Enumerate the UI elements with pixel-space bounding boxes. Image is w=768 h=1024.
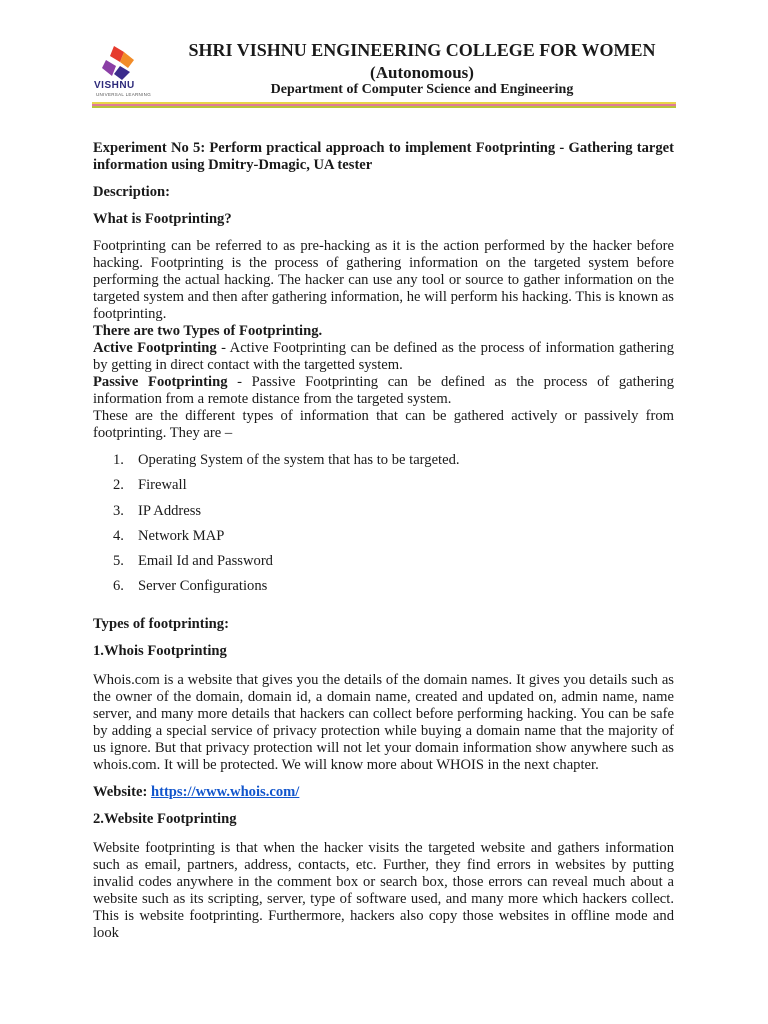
what-heading: What is Footprinting? (93, 211, 232, 227)
website-line (93, 784, 674, 801)
whois-heading: 1.Whois Footprinting (93, 643, 227, 660)
list-item: 5. Email Id and Password (113, 553, 273, 570)
active-text: - Active Footprinting can be defined as the process of information gathering by getting in direct contact with the targetted system. (93, 340, 674, 373)
intro-paragraph: Footprinting can be referred to as pre-hacking as it is the action performed by the hacker before hacking. Footprinting is the process of gathering information on the targeted system before performing the actual hacking. The hacker can use any tool or source to gather information on the targeted system and then after gathering information, he will perform his hacking. This is known as footprinting. (93, 238, 674, 322)
whois-link[interactable]: https://www.whois.com/ (150, 784, 300, 801)
list-item: 6. Server Configurations (113, 578, 268, 595)
info-types-intro: These are the different types of information that can be gathered actively or passively from footprinting. They are – (93, 408, 674, 441)
description-heading: Description: (93, 184, 171, 200)
website-footprinting-heading: 2.Website Footprinting (93, 811, 237, 828)
two-types-heading: There are two Types of Footprinting. (93, 323, 323, 339)
college-name: SHRI VISHNU ENGINEERING COLLEGE FOR WOMEN (188, 40, 656, 60)
website-footprinting-paragraph: Website footprinting is that when the hacker visits the targeted website and gathers information such as email, partners, address, contacts, etc. Further, they find errors in websites by putting invalid codes anywhere in the comment box or search box, those errors can reveal much about a website such as its scripting, server, type of software used, and many more which hackers collect. This is website footprinting. Furthermore, hackers also copy those websites in offline mode and look (93, 840, 674, 942)
logo-subtext: UNIVERSAL LEARNING (96, 92, 151, 97)
department-name: Department of Computer Science and Engineering (270, 82, 574, 97)
types-heading: Types of footprinting: (93, 616, 229, 633)
list-item: 2. Firewall (113, 477, 187, 494)
autonomous-label: (Autonomous) (370, 63, 474, 82)
list-item: 1. Operating System of the system that has to be targeted. (113, 452, 460, 468)
info-list (93, 452, 674, 595)
whois-paragraph: Whois.com is a website that gives you the details of the domain names. It gives you details such as the owner of the domain, domain id, a domain name, created and updated on, admin name, name server, and many more details that hackers can collect before performing hacking. You can be safe by adding a special service of privacy protection while buying a domain name that the majority of us ignore. But that privacy protection will not let your domain information show anywhere such as whois.com. It will be protected. We will know more about WHOIS in the next chapter. (93, 672, 674, 774)
list-item: 3. IP Address (113, 502, 202, 519)
list-item: 4. Network MAP (113, 527, 225, 544)
document-body (93, 140, 674, 942)
passive-text: - Passive Footprinting can be defined as the process of gathering information from a remote distance from the targeted system. (93, 374, 675, 407)
passive-label: Passive Footprinting (93, 374, 228, 390)
active-label: Active Footprinting (93, 340, 217, 356)
logo-text: VISHNU (94, 80, 135, 91)
header-rule-green (92, 106, 676, 108)
experiment-title: Experiment No 5: Perform practical approach to implement Footprinting - Gathering target information using Dmitry-Dmagic, UA tester (93, 140, 674, 173)
passive-footprinting-paragraph (93, 374, 674, 408)
active-footprinting-paragraph (93, 340, 674, 374)
website-label: Website: (93, 784, 151, 801)
